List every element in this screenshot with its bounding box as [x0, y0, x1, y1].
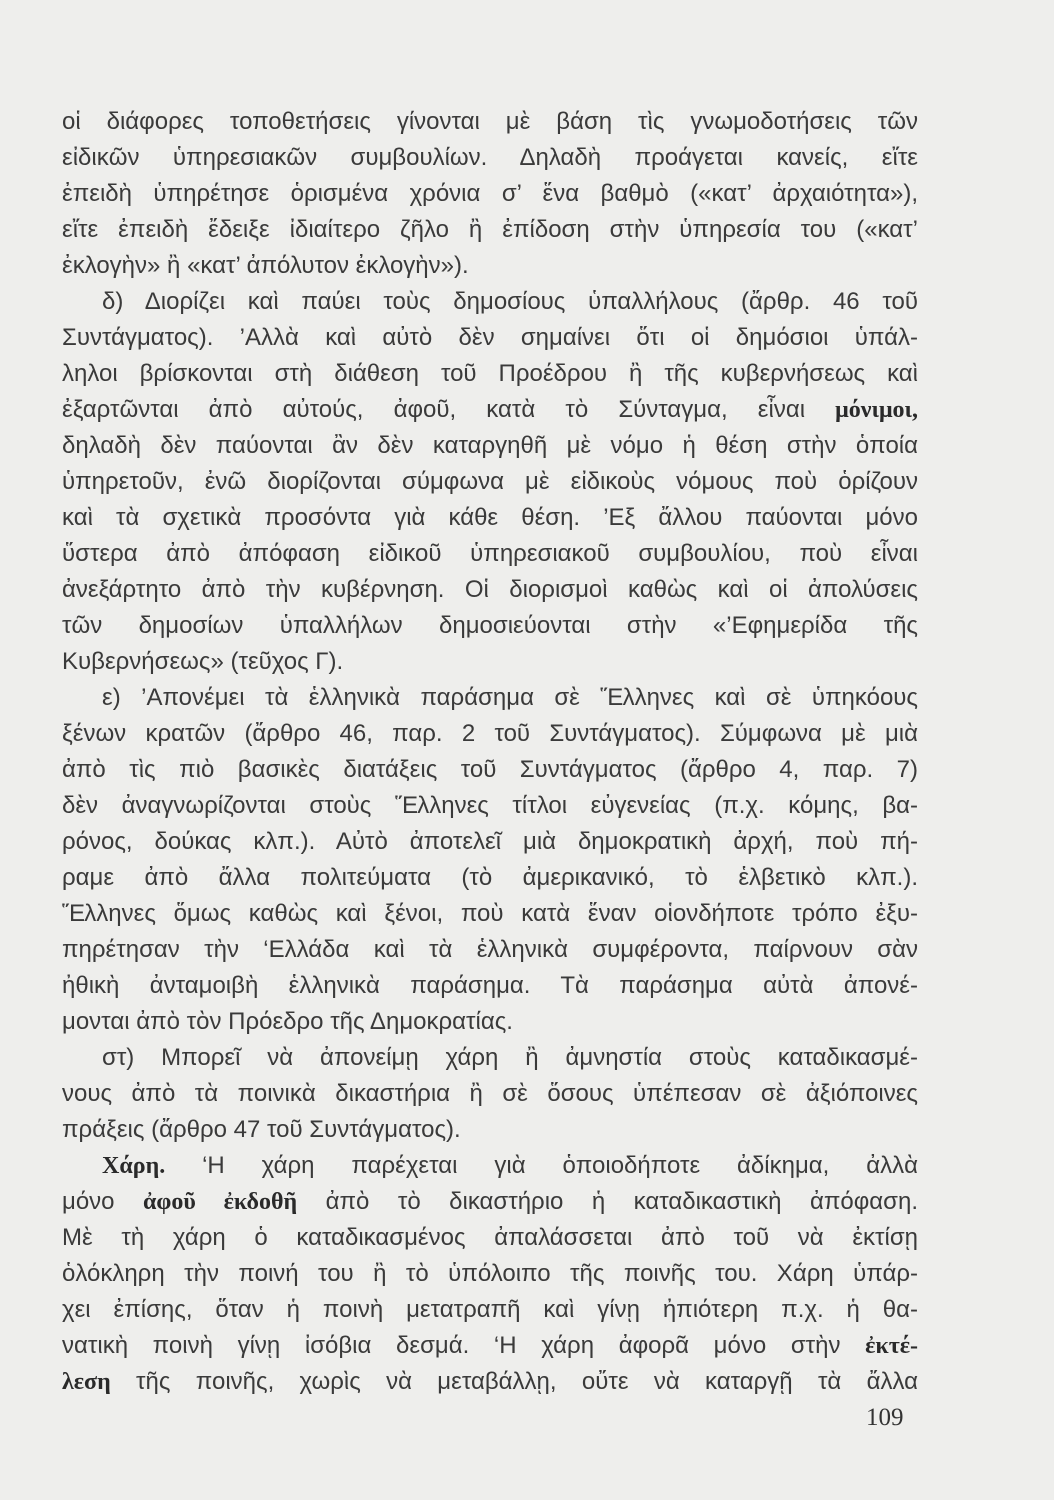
text-line: [62, 788, 918, 824]
line-text: ραμε ἀπὸ ἄλλα πολιτεύματα (τὸ ἀμερικανικό, τὸ ἑλβετικὸ κλπ.).: [62, 864, 918, 891]
line-text: χει ἐπίσης, ὅταν ἡ ποινὴ μετατραπῆ καὶ γίνῃ ἠπιότερη π.χ. ἡ θα-: [62, 1296, 918, 1323]
page-number: 109: [866, 1404, 904, 1431]
text-line: [62, 104, 918, 140]
bold-term: Χάρη.: [102, 1153, 166, 1179]
text-line: [62, 968, 918, 1004]
line-text: δὲν ἀναγνωρίζονται στοὺς Ἕλληνες τίτλοι εὐγενείας (π.χ. κόμης, βα-: [62, 792, 918, 819]
line-text: δ) Διορίζει καὶ παύει τοὺς δημοσίους ὑπαλλήλους (ἄρθρ. 46 τοῦ: [102, 288, 918, 315]
line-text: Μὲ τὴ χάρη ὁ καταδικασμένος ἀπαλάσσεται ἀπὸ τοῦ νὰ ἐκτίσῃ: [62, 1224, 918, 1251]
line-text: ἐπειδὴ ὑπηρέτησε ὁρισμένα χρόνια σ’ ἕνα βαθμὸ («κατ’ ἀρχαιότητα»),: [62, 180, 918, 207]
text-line: [62, 1004, 918, 1040]
text-line: [62, 320, 918, 356]
line-text: εἴτε ἐπειδὴ ἔδειξε ἰδιαίτερο ζῆλο ἢ ἐπίδοση στὴν ὑπηρεσία του («κατ’: [62, 216, 918, 243]
line-text: δηλαδὴ δὲν παύονται ἂν δὲν καταργηθῆ μὲ νόμο ἡ θέση στὴν ὁποία: [62, 432, 918, 459]
line-text: ε) ’Απονέμει τὰ ἑλληνικὰ παράσημα σὲ Ἕλληνες καὶ σὲ ὑπηκόους: [102, 684, 918, 711]
line-text: Ἕλληνες ὅμως καθὼς καὶ ξένοι, ποὺ κατὰ ἕναν οἱονδήποτε τρόπο ἐξυ-: [62, 900, 918, 927]
text-line: [62, 500, 918, 536]
text-line: [62, 1364, 918, 1400]
line-text: ἀπὸ τὸ δικαστήριο ἡ καταδικαστικὴ ἀπόφαση.: [297, 1188, 918, 1215]
text-line: [62, 932, 918, 968]
text-line: [62, 824, 918, 860]
line-text: ὕστερα ἀπὸ ἀπόφαση εἰδικοῦ ὑπηρεσιακοῦ συμβουλίου, ποὺ εἶναι: [62, 540, 918, 567]
line-text: ὑπηρετοῦν, ἐνῶ διορίζονται σύμφωνα μὲ εἰδικοὺς νόμους ποὺ ὁρίζουν: [62, 468, 918, 495]
text-line: [62, 1328, 918, 1364]
text-line: [62, 428, 918, 464]
text-line: [62, 680, 918, 716]
line-text: ληλοι βρίσκονται στὴ διάθεση τοῦ Προέδρου ἢ τῆς κυβερνήσεως καὶ: [62, 360, 918, 387]
text-line: [62, 356, 918, 392]
text-line: [62, 248, 918, 284]
bold-term: λεση: [62, 1369, 111, 1395]
text-line: [62, 536, 918, 572]
line-text: οἱ διάφορες τοποθετήσεις γίνονται μὲ βάση τὶς γνωμοδοτήσεις τῶν: [62, 108, 918, 135]
line-text: νους ἀπὸ τὰ ποινικὰ δικαστήρια ἢ σὲ ὅσους ὑπέπεσαν σὲ ἀξιόποινες: [62, 1080, 918, 1107]
bold-term: ἐκτέ-: [865, 1333, 918, 1359]
line-text: ξένων κρατῶν (ἄρθρο 46, παρ. 2 τοῦ Συντάγματος). Σύμφωνα μὲ μιὰ: [62, 720, 918, 747]
line-text: πηρέτησαν τὴν ‘Ελλάδα καὶ τὰ ἑλληνικὰ συμφέροντα, παίρνουν σὰν: [62, 936, 918, 963]
line-text: τῶν δημοσίων ὑπαλλήλων δημοσιεύονται στὴν «’Εφημερίδα τῆς: [62, 612, 918, 639]
text-line: [62, 1040, 918, 1076]
text-line: [62, 212, 918, 248]
text-line: [62, 644, 918, 680]
line-text: μόνο: [62, 1188, 143, 1215]
text-line: [62, 608, 918, 644]
text-line: [62, 1292, 918, 1328]
text-line: [62, 140, 918, 176]
page-body: [62, 104, 918, 1400]
line-text: ὁλόκληρη τὴν ποινή του ἢ τὸ ὑπόλοιπο τῆς ποινῆς του. Χάρη ὑπάρ-: [62, 1260, 918, 1287]
text-line: [62, 1256, 918, 1292]
text-line: [62, 1112, 918, 1148]
text-line: [62, 1148, 918, 1184]
line-text: στ) Μπορεῖ νὰ ἀπονείμῃ χάρη ἢ ἀμνηστία στοὺς καταδικασμέ-: [102, 1044, 918, 1071]
text-line: [62, 1184, 918, 1220]
line-text: ἀπὸ τὶς πιὸ βασικὲς διατάξεις τοῦ Συντάγματος (ἄρθρο 4, παρ. 7): [62, 756, 918, 783]
text-line: [62, 1220, 918, 1256]
text-line: [62, 176, 918, 212]
line-text: ἠθικὴ ἀνταμοιβὴ ἑλληνικὰ παράσημα. Τὰ παράσημα αὐτὰ ἀπονέ-: [62, 972, 918, 999]
line-text: Κυβερνήσεως» (τεῦχος Γ).: [62, 648, 344, 675]
line-text: καὶ τὰ σχετικὰ προσόντα γιὰ κάθε θέση. ’Εξ ἄλλου παύονται μόνο: [62, 504, 918, 531]
line-text: ρόνος, δούκας κλπ.). Αὐτὸ ἀποτελεῖ μιὰ δημοκρατικὴ ἀρχή, ποὺ πή-: [62, 828, 918, 855]
text-line: [62, 716, 918, 752]
line-text: νατικὴ ποινὴ γίνῃ ἰσόβια δεσμά. ‘Η χάρη ἀφορᾶ μόνο στὴν: [62, 1332, 866, 1359]
bold-term: ἀφοῦ ἐκδοθῆ: [143, 1189, 298, 1215]
text-line: [62, 572, 918, 608]
line-text: Συντάγματος). ’Αλλὰ καὶ αὐτὸ δὲν σημαίνει ὅτι οἱ δημόσιοι ὑπάλ-: [62, 324, 918, 351]
text-line: [62, 860, 918, 896]
text-line: [62, 752, 918, 788]
bold-term: μόνιμοι,: [835, 397, 918, 423]
text-line: [62, 284, 918, 320]
line-text: εἰδικῶν ὑπηρεσιακῶν συμβουλίων. Δηλαδὴ προάγεται κανείς, εἴτε: [62, 144, 918, 171]
text-line: [62, 896, 918, 932]
line-text: ἐξαρτῶνται ἀπὸ αὐτούς, ἀφοῦ, κατὰ τὸ Σύνταγμα, εἶναι: [62, 396, 836, 423]
text-line: [62, 392, 918, 428]
text-line: [62, 1076, 918, 1112]
line-text: πράξεις (ἄρθρο 47 τοῦ Συντάγματος).: [62, 1116, 461, 1143]
line-text: ἐκλογὴν» ἢ «κατ’ ἀπόλυτον ἐκλογὴν»).: [62, 252, 469, 279]
line-text: τῆς ποινῆς, χωρὶς νὰ μεταβάλλῃ, οὔτε νὰ καταργῇ τὰ ἄλλα: [110, 1368, 918, 1395]
line-text: μονται ἀπὸ τὸν Πρόεδρο τῆς Δημοκρατίας.: [62, 1008, 513, 1035]
line-text: ‘Η χάρη παρέχεται γιὰ ὁποιοδήποτε ἀδίκημα, ἀλλὰ: [165, 1152, 918, 1179]
text-line: [62, 464, 918, 500]
line-text: ἀνεξάρτητο ἀπὸ τὴν κυβέρνηση. Οἱ διορισμοὶ καθὼς καὶ οἱ ἀπολύσεις: [62, 576, 918, 603]
